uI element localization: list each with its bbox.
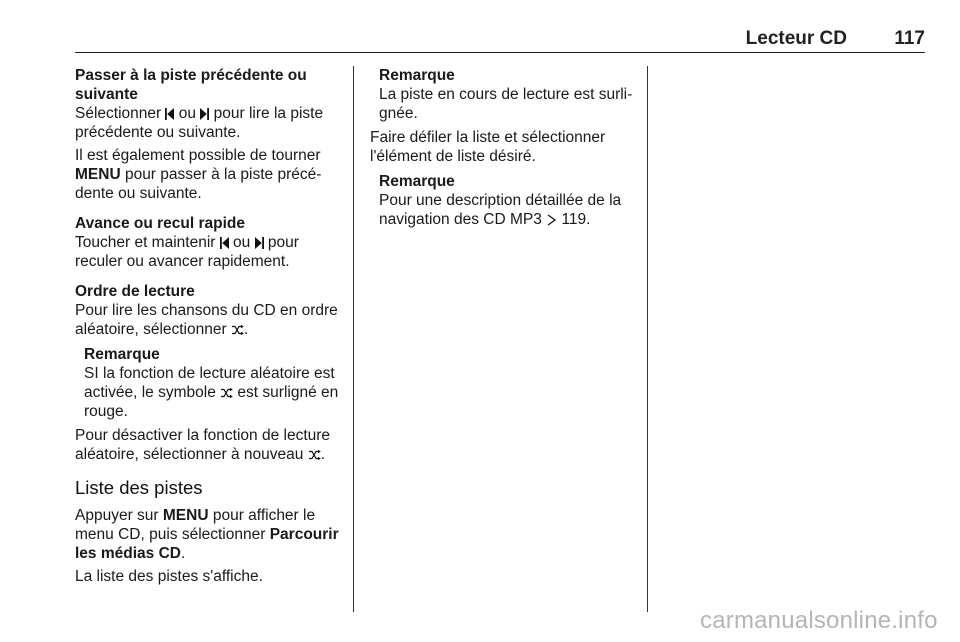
paragraph-shuffle: Pour lire les chansons du CD en ordre aléatoire, sélectionner .: [75, 302, 338, 338]
heading-prev-next: Passer à la piste précédente ou suivante: [75, 67, 307, 103]
left-column: [75, 66, 347, 590]
note-text: Pour une description détaillée de la navigation des CD MP3 119.: [379, 192, 622, 228]
heading-fast-forward: Avance ou recul rapide: [75, 215, 245, 232]
note-text: SI la fonction de lecture aléatoire est activée, le symbole est surligné en rouge.: [84, 365, 339, 420]
page-number: 117: [894, 28, 925, 49]
menu-keyword: MENU: [162, 507, 209, 524]
note-current-track: [370, 66, 642, 123]
heading-track-list: Liste des pistes: [75, 477, 203, 498]
note-title: Remarque: [379, 67, 455, 84]
paragraph-deactivate-shuffle: Pour désactiver la fonction de lecture aléatoire, sélectionner à nouveau .: [75, 427, 331, 463]
shuffle-icon: [220, 387, 233, 399]
shuffle-icon: [231, 324, 244, 336]
page-reference-link[interactable]: 119: [561, 211, 587, 228]
skip-next-icon: [200, 108, 209, 120]
paragraph-select-track: Sélectionner ou pour lire la piste précédente ou suivante.: [75, 105, 324, 141]
skip-previous-icon: [220, 237, 229, 249]
paragraph-scroll-list: Faire défiler la liste et sélectionner l'élément de liste désiré.: [370, 129, 606, 165]
page-header: [75, 28, 925, 53]
paragraph-open-menu: Appuyer sur MENU pour afficher le menu CD, puis sélectionner Parcourir les médias CD.: [75, 507, 339, 562]
paragraph-list-shown: La liste des pistes s'affiche.: [75, 568, 263, 585]
shuffle-icon: [308, 449, 321, 461]
browse-cd-media-keyword: Parcourir les médias CD: [75, 526, 339, 562]
page-reference-arrow-icon: [546, 214, 557, 226]
watermark: carmanualsonline.info: [700, 607, 938, 634]
note-mp3-navigation: [370, 172, 642, 229]
section-title: Lecteur CD: [745, 28, 847, 49]
note-title: Remarque: [84, 346, 160, 363]
note-shuffle-active: [75, 345, 347, 421]
middle-column: [370, 66, 642, 234]
note-title: Remarque: [379, 173, 455, 190]
paragraph-fast-forward: Toucher et maintenir ou pour reculer ou avancer rapidement.: [75, 234, 299, 270]
heading-play-order: Ordre de lecture: [75, 283, 195, 300]
menu-keyword: MENU: [75, 166, 121, 183]
skip-next-icon: [255, 237, 264, 249]
note-text: La piste en cours de lecture est surli-gnée.: [379, 86, 633, 122]
column-divider: [353, 66, 354, 612]
paragraph-turn-menu: Il est également possible de tourner MENU pour passer à la piste précé-dente ou suivante.: [75, 147, 322, 202]
column-divider: [647, 66, 648, 612]
